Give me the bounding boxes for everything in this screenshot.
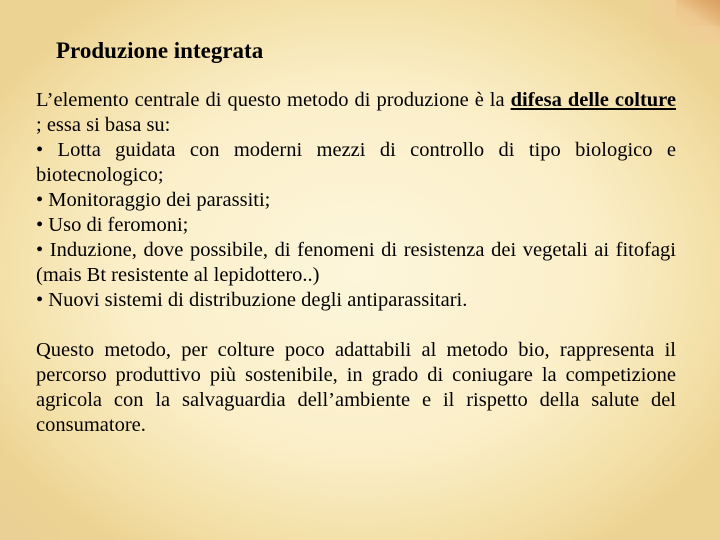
corner-decoration-bottom-left — [0, 480, 60, 540]
corner-decoration-top-right — [650, 0, 720, 44]
bullet-item: • Uso di feromoni; — [36, 214, 189, 236]
bullet-item: • Nuovi sistemi di distribuzione degli antiparassitari. — [36, 289, 468, 311]
slide-body — [36, 88, 676, 438]
intro-lead: L’elemento centrale di questo metodo di produzione è la — [36, 89, 511, 111]
bullet-item: • Lotta guidata con moderni mezzi di controllo di tipo biologico e biotecnologico; — [36, 139, 676, 186]
slide-title: Produzione integrata — [56, 38, 264, 63]
intro-emphasis: difesa delle colture — [510, 89, 676, 111]
intro-tail: ; essa si basa su: — [36, 114, 171, 136]
bullet-item: • Induzione, dove possibile, di fenomeni di resistenza dei vegetali ai fitofagi (mais Bt resistente al lepidottero..) — [36, 239, 676, 286]
bullet-list — [36, 138, 676, 313]
intro-paragraph — [36, 88, 676, 138]
bullet-item: • Monitoraggio dei parassiti; — [36, 189, 271, 211]
closing-paragraph: Questo metodo, per colture poco adattabili al metodo bio, rappresenta il percorso produttivo più sostenibile, in grado di coniugare la competizione agricola con la salvaguardia dell’ambiente e il rispetto della salute del consumatore. — [36, 339, 676, 436]
